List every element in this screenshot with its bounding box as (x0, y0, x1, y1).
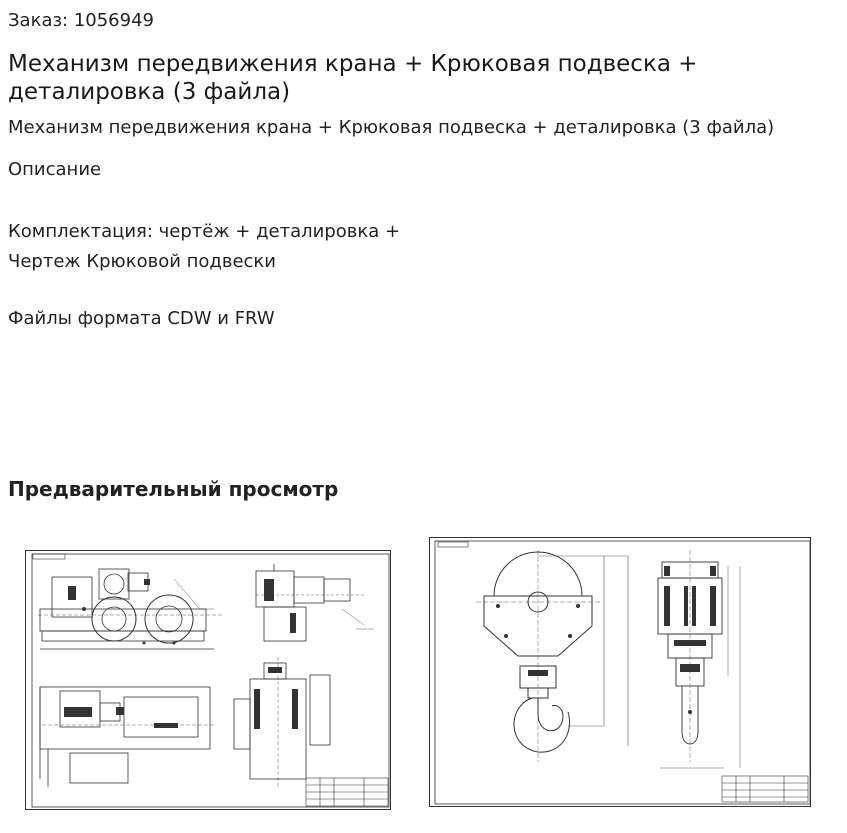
description-line-file-formats: Файлы формата CDW и FRW (8, 308, 275, 329)
product-title: Механизм передвижения крана + Крюковая подвеска + деталировка (3 файла) (8, 51, 698, 105)
product-subtitle: Механизм передвижения крана + Крюковая подвеска + деталировка (3 файла) (8, 117, 775, 138)
description-line-kit: Комплектация: чертёж + деталировка + (8, 221, 401, 242)
crane-travel-mechanism-drawing-icon (24, 549, 392, 811)
hook-suspension-drawing-icon (428, 536, 812, 808)
description-line-hook-drawing: Чертеж Крюковой подвески (8, 251, 276, 272)
preview-image-crane-mechanism[interactable] (24, 549, 392, 811)
description-heading: Описание (8, 159, 102, 180)
order-number: Заказ: 1056949 (8, 10, 154, 31)
preview-image-hook-suspension[interactable] (428, 536, 812, 808)
preview-heading: Предварительный просмотр (8, 477, 339, 501)
